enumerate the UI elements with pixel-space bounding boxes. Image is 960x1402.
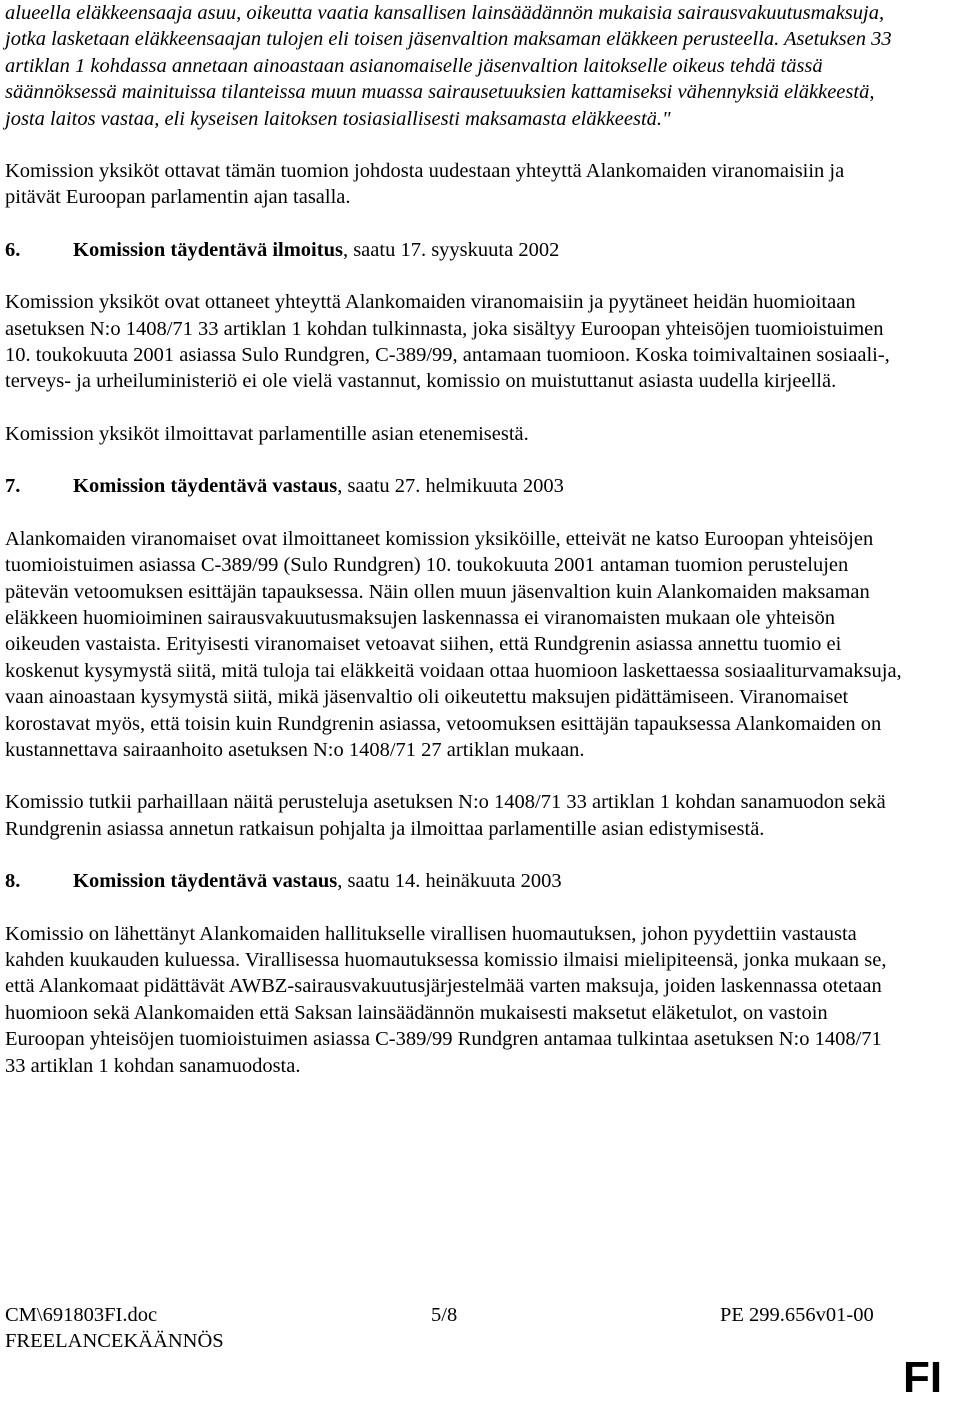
section-number: 6. [5,238,21,261]
section-heading-7 [5,473,905,499]
section-heading-8 [5,868,905,894]
paragraph-commission-review: Komissio tutkii parhaillaan näitä perusteluja asetuksen N:o 1408/71 33 artiklan 1 kohdan sanamuodon sekä Rundgrenin asiassa annetun ratkaisun pohjalta ja ilmoittaa parlamentille asian edistymisestä. [5,791,886,840]
document-reference: CM\691803FI.doc [5,1304,158,1326]
paragraph-authorities-response: Alankomaiden viranomaiset ovat ilmoittaneet komission yksiköille, etteivät ne katso Euroopan yhteisöjen tuomioistuimen asiassa C-389/99 (Sulo Rundgren) 10. toukokuuta 2001 antaman tuomion perustelujen pätevän vetoomuksen esittäjän tapauksessa. Näin ollen muun jäsenvaltion kuin Alankomaiden maksaman eläkkeen huomioiminen sairausvakuutusmaksujen laskennassa ei viranomaisten mukaan ole yhteisön oikeuden vastaista. Erityisesti viranomaiset vetoavat siihen, että Rundgrenin asiassa annettu tuomio ei koskenut kysymystä siitä, mitä tuloja tai eläkkeitä voidaan ottaa huomioon laskettaessa sosiaaliturvamaksuja, vaan ainoastaan kysymystä siitä, mikä jäsenvaltio oli oikeutettu maksujen pidättämiseen. Viranomaiset korostavat myös, että toisin kuin Rundgrenin asiassa, vetoomuksen esittäjän tapauksessa Alankomaiden on kustannettava sairaanhoito asetuksen N:o 1408/71 27 artiklan mukaan. [5,527,902,761]
paragraph-formal-notice: Komissio on lähettänyt Alankomaiden hallitukselle virallisen huomautuksen, johon pyydettiin vastausta kahden kuukauden kuluessa. Virallisessa huomautuksessa komissio ilmaisi mielipiteensä, jonka mukaan se, että Alankomaat pidättävät AWBZ-sairausvakuutusjärjestelmää varten maksuja, joiden laskennassa otetaan huomioon sekä Alankomaiden että Saksan lainsäädännön mukaisesti maksetut eläketulot, on vastoin Euroopan yhteisöjen tuomioistuimen asiassa C-389/99 Rundgren antamaa tulkintaa asetuksen N:o 1408/71 33 artiklan 1 kohdan sanamuodosta. [5,922,887,1077]
paragraph-follow-up: Komission yksiköt ottavat tämän tuomion johdosta uudestaan yhteyttä Alankomaiden viranomaisiin ja pitävät Euroopan parlamentin ajan tasalla. [5,160,845,209]
section-date: , saatu 27. helmikuuta 2003 [337,475,564,498]
section-date: , saatu 14. heinäkuuta 2003 [337,870,562,893]
document-page [5,0,905,1079]
page-number: 5/8 [431,1304,458,1326]
section-number: 7. [5,475,21,498]
section-title: Komission täydentävä vastaus [73,475,338,498]
section-title: Komission täydentävä ilmoitus [73,238,343,261]
section-heading-6 [5,237,905,263]
section-date: , saatu 17. syyskuuta 2002 [342,238,560,261]
section-number: 8. [5,870,21,893]
page-footer [5,1302,955,1402]
pe-reference: PE 299.656v01-00 [720,1304,874,1326]
paragraph-progress: Komission yksiköt ilmoittavat parlamentille asian etenemisestä. [5,422,529,445]
quoted-judgment-text: alueella eläkkeensaaja asuu, oikeutta vaatia kansallisen lainsäädännön mukaisia sairausvakuutusmaksuja, jotka lasketaan eläkkeensaajan tulojen eli toisen jäsenvaltion maksaman eläkkeen perusteella. Asetuksen 33 artiklan 1 kohdassa annetaan ainoastaan asianomaiselle jäsenvaltion laitokselle oikeus tehdä tässä säännöksessä mainituissa tilanteissa muun muassa sairausetuuksien kattamiseksi vähennyksiä eläkkeestä, josta laitos vastaa, eli kyseisen laitoksen tosiasiallisesti maksamasta eläkkeestä." [5,2,892,130]
paragraph-contact: Komission yksiköt ovat ottaneet yhteyttä Alankomaiden viranomaisiin ja pyytäneet heidän huomioitaan asetuksen N:o 1408/71 33 artiklan 1 kohdan tulkinnasta, joka sisältyy Euroopan yhteisöjen tuomioistuimen 10. toukokuuta 2001 asiassa Sulo Rundgren, C-389/99, antamaan tuomioon. Koska toimivaltainen sosiaali-, terveys- ja urheiluministeriö ei ole vielä vastannut, komissio on muistuttanut asiasta uudella kirjeellä. [5,291,890,393]
translation-label: FREELANCEKÄÄNNÖS [5,1330,224,1352]
section-title: Komission täydentävä vastaus [73,870,338,893]
language-code: FI [903,1353,943,1402]
